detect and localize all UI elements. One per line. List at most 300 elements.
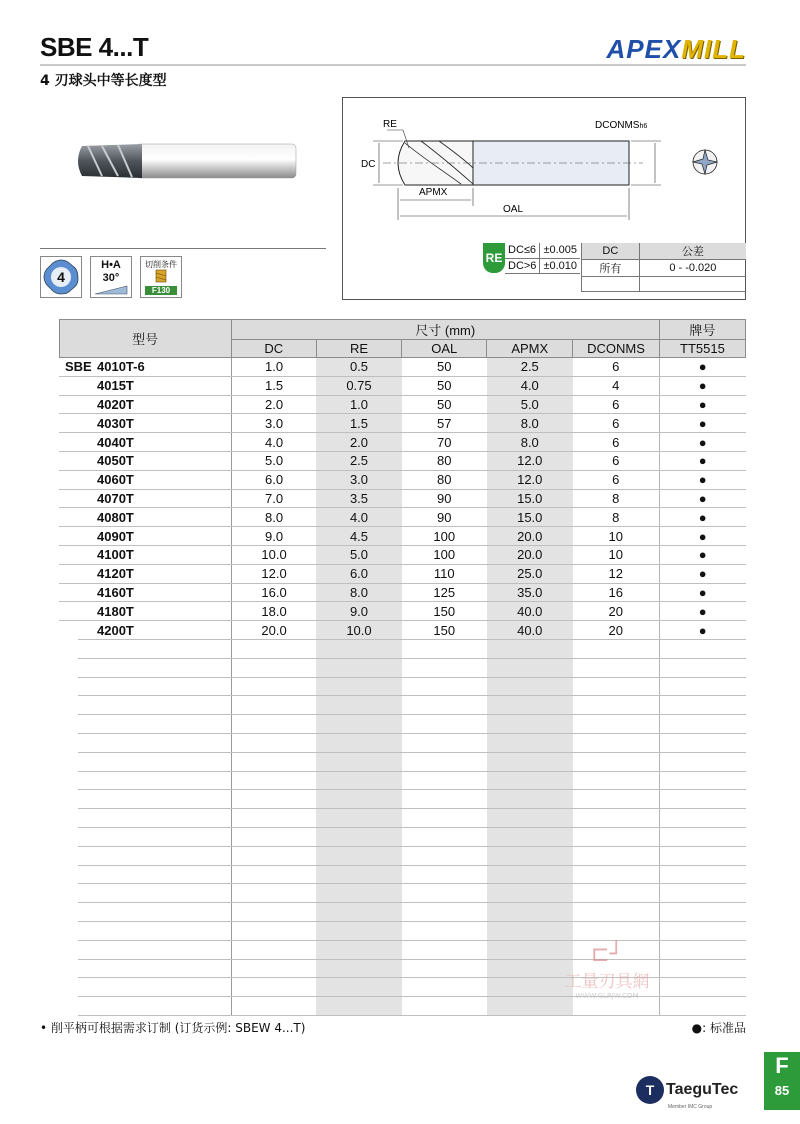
cell-dc xyxy=(231,790,316,809)
cell-re: 10.0 xyxy=(316,621,401,640)
table-row xyxy=(59,583,746,602)
model-cell xyxy=(59,790,231,809)
cell-re xyxy=(316,884,401,903)
cell-dconms xyxy=(573,903,660,922)
cell-grade: ● xyxy=(659,489,745,508)
cell-grade: ● xyxy=(659,621,745,640)
cell-dconms: 20 xyxy=(573,621,660,640)
cell-dconms xyxy=(573,771,660,790)
cell-re: 9.0 xyxy=(316,602,401,621)
model-code: 4050T xyxy=(97,453,134,469)
cell-oal xyxy=(402,846,487,865)
model-cell xyxy=(59,997,231,1016)
product-table xyxy=(40,319,746,1016)
cell-re xyxy=(316,771,401,790)
model-code: 4160T xyxy=(97,584,134,600)
cell-grade: ● xyxy=(659,414,745,433)
cell-apmx xyxy=(487,677,573,696)
cell-dconms xyxy=(573,696,660,715)
cell-dc: 1.0 xyxy=(231,358,316,377)
cell-re xyxy=(316,809,401,828)
cell-apmx xyxy=(487,884,573,903)
model-cell xyxy=(59,865,231,884)
taegutec-logo: T TaeguTec Member IMC Group xyxy=(636,1076,738,1110)
cell-apmx: 40.0 xyxy=(487,602,573,621)
cell-dconms: 6 xyxy=(573,358,660,377)
cell-dconms: 6 xyxy=(573,395,660,414)
cell-apmx: 4.0 xyxy=(487,376,573,395)
cell-oal xyxy=(402,771,487,790)
cell-grade xyxy=(659,677,745,696)
cell-dc xyxy=(231,959,316,978)
blank-row xyxy=(59,921,746,940)
cell-dc xyxy=(231,865,316,884)
cell-dc: 2.0 xyxy=(231,395,316,414)
model-cell xyxy=(59,451,231,470)
blank-row xyxy=(59,827,746,846)
model-code: 4120T xyxy=(97,566,134,582)
cell-oal: 150 xyxy=(402,602,487,621)
cell-re xyxy=(316,677,401,696)
model-cell xyxy=(59,508,231,527)
cell-apmx xyxy=(487,790,573,809)
cell-apmx xyxy=(487,771,573,790)
cell-grade xyxy=(659,790,745,809)
blank-row xyxy=(59,696,746,715)
cell-oal: 90 xyxy=(402,508,487,527)
svg-text:4: 4 xyxy=(57,269,65,285)
taegutec-logo-icon: T xyxy=(636,1076,664,1104)
cell-dconms xyxy=(573,827,660,846)
model-cell xyxy=(59,489,231,508)
blank-row xyxy=(59,903,746,922)
cell-grade xyxy=(659,903,745,922)
cell-dconms: 10 xyxy=(573,527,660,546)
model-cell xyxy=(59,658,231,677)
model-cell xyxy=(59,470,231,489)
cell-oal xyxy=(402,940,487,959)
model-cell xyxy=(59,827,231,846)
model-cell xyxy=(59,527,231,546)
product-title: SBE 4...T xyxy=(40,32,149,62)
blank-row xyxy=(59,715,746,734)
cell-re: 8.0 xyxy=(316,583,401,602)
cell-oal xyxy=(402,809,487,828)
cell-apmx xyxy=(487,846,573,865)
table-row xyxy=(59,451,746,470)
cell-re xyxy=(316,639,401,658)
cell-grade xyxy=(659,715,745,734)
technical-drawing xyxy=(342,97,746,300)
cell-apmx xyxy=(487,639,573,658)
cutting-tool-icon xyxy=(141,269,181,283)
cell-dc xyxy=(231,978,316,997)
cell-oal xyxy=(402,752,487,771)
cell-dconms: 8 xyxy=(573,508,660,527)
cell-re xyxy=(316,715,401,734)
cell-apmx: 2.5 xyxy=(487,358,573,377)
blank-row xyxy=(59,884,746,903)
blank-row xyxy=(59,733,746,752)
cell-re: 5.0 xyxy=(316,545,401,564)
cutting-conditions-icon[interactable]: 切削条件 F130 xyxy=(140,256,182,298)
cell-dc: 7.0 xyxy=(231,489,316,508)
watermark: ⊏┘ 工量刃具網 WWW.GLRJW.COM xyxy=(564,942,650,1000)
table-row xyxy=(59,395,746,414)
cell-apmx: 12.0 xyxy=(487,470,573,489)
cell-grade: ● xyxy=(659,564,745,583)
cell-grade xyxy=(659,846,745,865)
cell-dc: 18.0 xyxy=(231,602,316,621)
cell-oal: 110 xyxy=(402,564,487,583)
model-code: 4015T xyxy=(97,378,134,394)
cell-dc xyxy=(231,639,316,658)
cell-dconms xyxy=(573,733,660,752)
cell-dconms xyxy=(573,790,660,809)
model-cell xyxy=(59,621,231,640)
cell-apmx: 5.0 xyxy=(487,395,573,414)
cell-dconms: 16 xyxy=(573,583,660,602)
cell-dconms xyxy=(573,658,660,677)
cell-dc: 8.0 xyxy=(231,508,316,527)
cell-oal: 125 xyxy=(402,583,487,602)
section-tab: F 85 xyxy=(764,1052,800,1110)
cell-apmx xyxy=(487,715,573,734)
table-row xyxy=(59,508,746,527)
blank-row xyxy=(59,790,746,809)
col-grade: TT5515 xyxy=(659,340,745,358)
apmx-label: APMX xyxy=(419,187,448,198)
cell-apmx xyxy=(487,696,573,715)
cell-dc xyxy=(231,827,316,846)
cell-apmx: 8.0 xyxy=(487,414,573,433)
grade-header: 牌号 xyxy=(659,320,745,340)
cell-re: 2.5 xyxy=(316,451,401,470)
model-code: 4090T xyxy=(97,528,134,544)
cell-apmx: 15.0 xyxy=(487,489,573,508)
model-cell xyxy=(59,733,231,752)
cell-re xyxy=(316,978,401,997)
cell-grade: ● xyxy=(659,602,745,621)
cell-re xyxy=(316,903,401,922)
dconms-label: DCONMSh6 xyxy=(595,120,648,131)
cell-oal: 57 xyxy=(402,414,487,433)
cell-dconms xyxy=(573,639,660,658)
cell-grade xyxy=(659,733,745,752)
cell-dc xyxy=(231,997,316,1016)
blank-row xyxy=(59,865,746,884)
model-cell xyxy=(59,940,231,959)
brand-logo: APEXMILL xyxy=(606,34,746,64)
cell-apmx xyxy=(487,865,573,884)
cell-grade xyxy=(659,865,745,884)
model-cell xyxy=(59,752,231,771)
model-cell xyxy=(59,677,231,696)
model-code: 4200T xyxy=(97,622,134,638)
cell-apmx: 15.0 xyxy=(487,508,573,527)
cell-re xyxy=(316,997,401,1016)
cell-dconms xyxy=(573,715,660,734)
cell-oal: 50 xyxy=(402,376,487,395)
table-row xyxy=(59,545,746,564)
cell-re xyxy=(316,921,401,940)
table-row xyxy=(59,376,746,395)
model-cell xyxy=(59,771,231,790)
cell-oal xyxy=(402,733,487,752)
cell-dconms: 6 xyxy=(573,451,660,470)
cell-oal: 80 xyxy=(402,451,487,470)
model-cell xyxy=(59,978,231,997)
cell-apmx: 40.0 xyxy=(487,621,573,640)
model-cell xyxy=(59,564,231,583)
cell-dc xyxy=(231,846,316,865)
cell-dc: 4.0 xyxy=(231,433,316,452)
cell-oal xyxy=(402,827,487,846)
cell-dc: 9.0 xyxy=(231,527,316,546)
table-row xyxy=(59,602,746,621)
cell-dconms: 8 xyxy=(573,489,660,508)
cell-re xyxy=(316,959,401,978)
model-code: 4100T xyxy=(97,547,134,563)
model-cell xyxy=(59,921,231,940)
table-row xyxy=(59,414,746,433)
cell-oal: 150 xyxy=(402,621,487,640)
cell-dconms xyxy=(573,884,660,903)
cell-grade: ● xyxy=(659,527,745,546)
cell-grade xyxy=(659,771,745,790)
cell-dconms: 6 xyxy=(573,414,660,433)
cell-dc xyxy=(231,715,316,734)
cell-dc xyxy=(231,771,316,790)
cell-apmx: 20.0 xyxy=(487,527,573,546)
cell-dconms xyxy=(573,846,660,865)
model-cell xyxy=(59,358,231,377)
model-cell xyxy=(59,583,231,602)
cell-re xyxy=(316,865,401,884)
col-apmx: APMX xyxy=(487,340,573,358)
table-row xyxy=(59,433,746,452)
cell-re: 6.0 xyxy=(316,564,401,583)
cell-oal xyxy=(402,997,487,1016)
model-code: 4020T xyxy=(97,396,134,412)
cell-dc: 5.0 xyxy=(231,451,316,470)
blank-row xyxy=(59,658,746,677)
cell-apmx: 20.0 xyxy=(487,545,573,564)
table-row xyxy=(59,564,746,583)
flute-count-icon xyxy=(40,256,82,298)
cell-apmx xyxy=(487,827,573,846)
cell-oal: 90 xyxy=(402,489,487,508)
blank-row xyxy=(59,639,746,658)
cell-dc xyxy=(231,903,316,922)
cell-oal xyxy=(402,715,487,734)
cell-re xyxy=(316,790,401,809)
cell-grade: ● xyxy=(659,470,745,489)
model-cell xyxy=(59,715,231,734)
cell-oal: 50 xyxy=(402,358,487,377)
cell-dc xyxy=(231,696,316,715)
cell-dconms: 6 xyxy=(573,433,660,452)
model-header: 型号 xyxy=(59,320,231,358)
cell-re: 0.5 xyxy=(316,358,401,377)
cell-re: 3.0 xyxy=(316,470,401,489)
model-code: 4060T xyxy=(97,472,134,488)
dims-header: 尺寸 (mm) xyxy=(231,320,659,340)
cell-dconms: 10 xyxy=(573,545,660,564)
cell-oal xyxy=(402,658,487,677)
cell-oal xyxy=(402,903,487,922)
cell-dconms: 4 xyxy=(573,376,660,395)
cell-apmx: 12.0 xyxy=(487,451,573,470)
model-cell xyxy=(59,809,231,828)
model-cell xyxy=(59,846,231,865)
cell-dconms xyxy=(573,921,660,940)
model-code: 4080T xyxy=(97,509,134,525)
cell-apmx: 8.0 xyxy=(487,433,573,452)
cell-re: 0.75 xyxy=(316,376,401,395)
col-oal: OAL xyxy=(402,340,487,358)
cell-grade xyxy=(659,884,745,903)
cell-oal: 70 xyxy=(402,433,487,452)
cell-grade: ● xyxy=(659,508,745,527)
cell-re xyxy=(316,696,401,715)
table-row xyxy=(59,489,746,508)
cell-oal xyxy=(402,921,487,940)
blank-row xyxy=(59,846,746,865)
cell-grade: ● xyxy=(659,358,745,377)
legend: ●: 标准品 xyxy=(691,1021,746,1035)
dc-label: DC xyxy=(361,159,376,170)
title-divider xyxy=(40,64,746,66)
model-cell xyxy=(59,433,231,452)
cell-dc xyxy=(231,733,316,752)
blank-row xyxy=(59,809,746,828)
end-mill-image xyxy=(72,138,302,184)
cell-dconms xyxy=(573,809,660,828)
cell-dc xyxy=(231,677,316,696)
cell-dconms: 20 xyxy=(573,602,660,621)
cell-apmx: 25.0 xyxy=(487,564,573,583)
table-row xyxy=(59,621,746,640)
cell-oal xyxy=(402,677,487,696)
cell-oal: 100 xyxy=(402,527,487,546)
cell-oal xyxy=(402,978,487,997)
cell-dconms xyxy=(573,752,660,771)
cell-re xyxy=(316,827,401,846)
cell-apmx xyxy=(487,752,573,771)
blank-row xyxy=(59,771,746,790)
re-badge: RE xyxy=(483,243,505,273)
cell-dc: 16.0 xyxy=(231,583,316,602)
cell-dconms xyxy=(573,677,660,696)
cell-re xyxy=(316,940,401,959)
model-cell xyxy=(59,414,231,433)
cell-grade xyxy=(659,809,745,828)
cell-oal xyxy=(402,790,487,809)
cell-grade: ● xyxy=(659,451,745,470)
cell-dc xyxy=(231,921,316,940)
model-code: 4070T xyxy=(97,490,134,506)
blank-row xyxy=(59,677,746,696)
model-cell xyxy=(59,639,231,658)
model-cell xyxy=(59,903,231,922)
end-view-icon xyxy=(693,150,717,174)
col-dc: DC xyxy=(231,340,316,358)
cell-grade: ● xyxy=(659,545,745,564)
re-label: RE xyxy=(383,119,397,130)
col-dconms: DCONMS xyxy=(573,340,660,358)
cell-grade: ● xyxy=(659,583,745,602)
cell-dc xyxy=(231,884,316,903)
cell-apmx xyxy=(487,921,573,940)
cell-grade: ● xyxy=(659,376,745,395)
cell-re xyxy=(316,658,401,677)
cell-grade xyxy=(659,658,745,677)
model-cell xyxy=(59,395,231,414)
model-prefix: SBE xyxy=(65,359,92,375)
cell-apmx: 35.0 xyxy=(487,583,573,602)
blank-row xyxy=(59,752,746,771)
model-cell xyxy=(59,545,231,564)
cell-grade xyxy=(659,639,745,658)
cell-oal xyxy=(402,865,487,884)
product-subtitle: 4 刃球头中等长度型 xyxy=(40,73,167,89)
cell-oal xyxy=(402,959,487,978)
cell-oal xyxy=(402,884,487,903)
cell-re: 1.5 xyxy=(316,414,401,433)
cell-apmx xyxy=(487,809,573,828)
cell-grade xyxy=(659,752,745,771)
cell-dc xyxy=(231,809,316,828)
oal-label: OAL xyxy=(503,204,524,215)
cell-grade xyxy=(659,827,745,846)
cell-grade: ● xyxy=(659,395,745,414)
re-tolerance-block xyxy=(483,243,580,274)
cell-oal xyxy=(402,696,487,715)
cell-dconms: 6 xyxy=(573,470,660,489)
model-code: 4030T xyxy=(97,415,134,431)
cell-dconms: 12 xyxy=(573,564,660,583)
cell-dconms xyxy=(573,865,660,884)
left-divider xyxy=(40,248,326,249)
model-cell xyxy=(59,884,231,903)
model-code: 4010T-6 xyxy=(97,359,145,375)
table-row xyxy=(59,470,746,489)
cell-re: 4.5 xyxy=(316,527,401,546)
model-cell xyxy=(59,376,231,395)
cell-grade: ● xyxy=(659,433,745,452)
cell-re: 3.5 xyxy=(316,489,401,508)
dc-tolerance-table: DC 公差 所有 0 - -0.020 xyxy=(581,243,746,292)
cell-re xyxy=(316,846,401,865)
model-cell xyxy=(59,696,231,715)
cell-dc: 10.0 xyxy=(231,545,316,564)
model-code: 4180T xyxy=(97,603,134,619)
cell-re: 4.0 xyxy=(316,508,401,527)
cell-re xyxy=(316,752,401,771)
cell-dc xyxy=(231,752,316,771)
cell-apmx xyxy=(487,658,573,677)
cell-dc: 1.5 xyxy=(231,376,316,395)
table-row xyxy=(59,527,746,546)
cell-dc: 12.0 xyxy=(231,564,316,583)
cell-apmx xyxy=(487,903,573,922)
cell-re: 1.0 xyxy=(316,395,401,414)
footnote: • 削平柄可根据需求订制 (订货示例: SBEW 4...T) xyxy=(40,1021,306,1035)
model-cell xyxy=(59,602,231,621)
cell-re xyxy=(316,733,401,752)
helix-angle-icon: H•A 30° xyxy=(90,256,132,298)
